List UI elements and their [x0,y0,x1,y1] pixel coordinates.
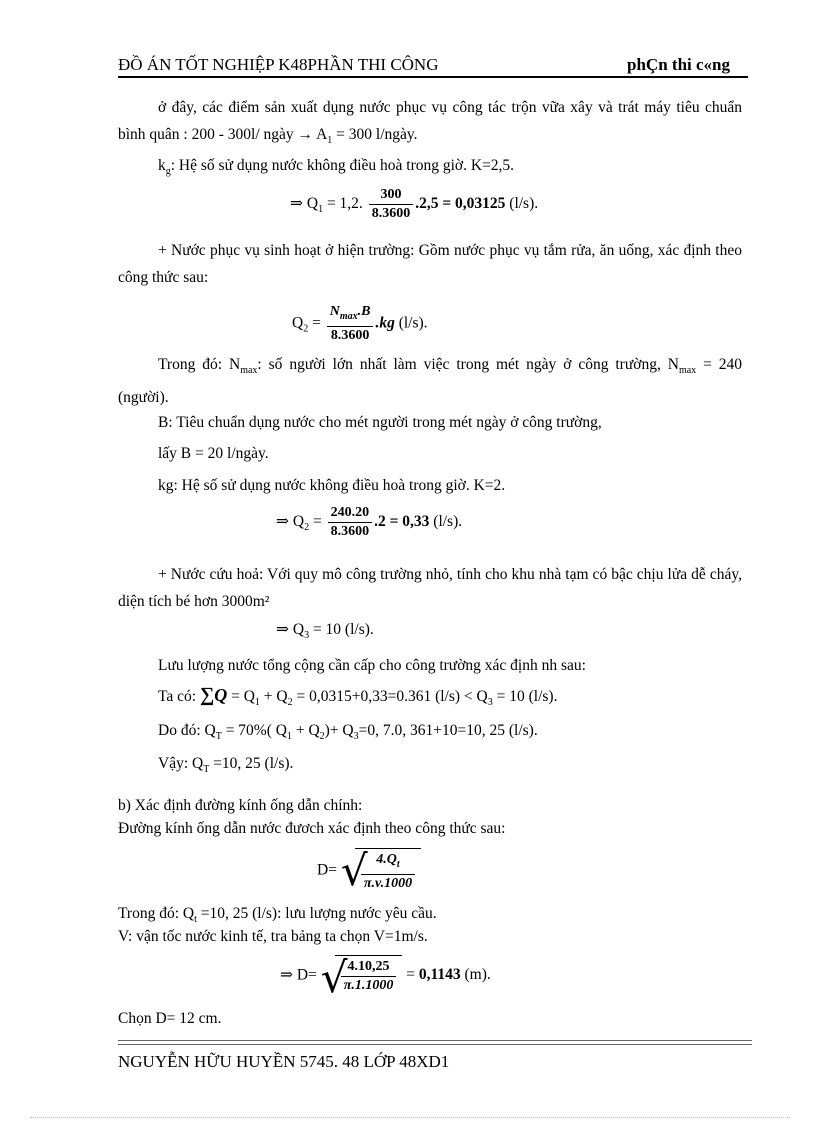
sqrt-symbol-2 [320,953,403,1002]
equation-q1 [290,186,538,223]
sum-s2: 2 [287,697,293,709]
eq5-den: π.v.1000 [363,875,413,891]
kg-text: : Hệ số sử dụng nước không điều hoà trong giờ. K=2,5. [170,157,515,174]
vay-sub: T [203,764,210,776]
kg-symbol: k [158,157,166,174]
eq2-fraction [327,303,374,345]
nmax-text-1: Trong đó: N [158,356,241,373]
header-title: ĐỒ ÁN TỐT NGHIỆP K48PHẦN THI CÔNG [118,55,439,74]
sum-q: Q [214,685,228,705]
eq2-num [327,303,374,327]
eq3-eq: = [309,513,326,531]
eq1-fraction [369,186,414,223]
qt-plus: + Q [291,722,320,739]
paragraph-nmax [118,351,742,411]
qt-mid2: )+ Q [324,722,354,739]
qt-pre: Do đó: Q [158,722,216,739]
eq3-sub: 2 [304,522,310,534]
footer-rule-2 [118,1044,752,1045]
paragraph-kg2: kg: Hệ số sử dụng nước không điều hoà trong giờ. K=2. [158,477,506,494]
qtdef-pre: Trong đó: Q [118,905,195,922]
a1-value: = 300 l/ngày. [332,126,418,143]
equation-vay [158,755,293,775]
eq2-tail: .kg [375,314,395,332]
eq2-eq: = [308,314,325,332]
eq1-unit: (l/s). [505,195,539,213]
eq6-eq: = [402,966,419,983]
kg-subscript: g [165,166,171,178]
eq6-fraction [341,958,397,995]
equation-sum [158,684,557,708]
sqrt-symbol [341,848,421,893]
a1-subscript: 1 [327,135,333,147]
nmax-text-2: : số người lớn nhất làm việc trong mét ngày ở công trường, N [257,356,679,373]
sum-pre: Ta có: [158,688,200,705]
sum-plus: + Q [259,688,288,705]
qt-sub: T [215,731,222,743]
eq2-den: 8.3600 [330,327,370,343]
sum-s3: 3 [487,697,493,709]
qt-s1: 1 [286,731,292,743]
eq6-unit: (m). [460,966,491,983]
equation-q2 [292,303,428,345]
header-rule [118,76,748,78]
footer-rule-1 [118,1040,752,1041]
eq3-lhs: ⇒ Q [276,513,305,531]
nmax-sub-1: max [240,365,258,377]
equation-q3 [276,620,374,641]
header-section: phÇn thi c«ng [627,55,730,74]
paragraph-v-def: V: vận tốc nước kinh tế, tra bảng ta chọn V=1m/s. [118,928,428,945]
vay-rest: =10, 25 (l/s). [209,755,294,772]
qt-s3: 3 [353,731,359,743]
eq2-num-sub: max [339,310,358,322]
eq6-num: 4.10,25 [341,958,397,977]
eq4-sub: 3 [304,630,310,642]
qtdef-sub: t [194,914,197,926]
eq1-lhs: ⇒ Q [290,195,319,213]
section-b-heading: b) Xác định đường kính ống dẫn chính: [118,797,363,814]
qtdef-rest: =10, 25 (l/s): lưu lượng nước yêu cầu. [196,905,437,922]
qt-mid: = 70%( Q [221,722,287,739]
qt-s2: 2 [319,731,325,743]
paragraph-cuu-hoa: + Nước cứu hoả: Với quy mô công trường nhỏ, tính cho khu nhà tạm có bậc chịu lửa dễ cháy, diện tích bé hơn 3000m² [118,566,742,610]
eq1-result: 0,03125 [455,195,506,213]
paragraph-sinh-hoat: + Nước phục vụ sinh hoạt ở hiện trường: Gồm nước phục vụ tắm rửa, ăn uống, xác định theo công thức sau: [118,242,742,286]
eq3-unit: (l/s). [429,513,463,531]
equation-q2-value [276,504,462,541]
eq1-sub: 1 [318,204,324,216]
sum-rest2: = 0,0315+0,33=0.361 (l/s) < Q [292,688,488,705]
eq2-unit: (l/s). [394,314,428,332]
eq3-tail: .2 = [374,513,403,531]
eq5-num-q: 4.Q [376,852,397,867]
page-bottom-dots [30,1117,790,1118]
paragraph-b: B: Tiêu chuẩn dụng nước cho mét người trong mét ngày ở công trường, [158,414,602,431]
vay-pre: Vậy: Q [158,755,204,772]
sum-rest3: = 10 (l/s). [492,688,558,705]
eq2-lhs: Q [292,314,304,332]
eq5-num [361,851,415,875]
eq2-sub: 2 [303,323,309,335]
eq5-lhs: D= [317,861,337,879]
eq4-rest: = 10 (l/s). [309,621,374,638]
eq4-lhs: ⇒ Q [276,621,305,638]
equation-qt [158,722,538,742]
sum-s1: 1 [254,697,260,709]
eq6-den: π.1.1000 [343,978,394,993]
eq2-num-n: N [329,304,340,319]
eq1-tail: .2,5 = [415,195,456,213]
eq5-num-sub: t [396,858,400,870]
eq1-num: 300 [369,186,414,205]
paragraph-intro [118,94,742,154]
paragraph-qt-def [118,905,437,925]
eq6-lhs: ⇒ D= [280,966,317,984]
footer-author: NGUYỄN HỮU HUYỀN 5745. 48 LỚP 48XD1 [118,1052,450,1071]
paragraph-chon-d: Chọn D= 12 cm. [118,1010,222,1027]
intro-text: ở đây, các điểm sản xuất dụng nước phục vụ công tác trộn vữa xây và trát máy tiêu chuẩn bình quân : 200 - 300l/ ngày [118,99,742,143]
eq3-result: 0,33 [402,513,430,531]
nmax-sub-2: max [678,365,697,377]
equation-d-value [280,953,491,1002]
nmax-text-3: = 240 (người). [118,356,742,407]
eq2-num-tail: .B [357,304,371,319]
radical-icon: √ [340,846,368,895]
paragraph-b-value: lấy B = 20 l/ngày. [158,445,269,462]
equation-d-formula [317,848,421,893]
eq3-fraction [328,504,373,541]
sum-rest: = Q [227,688,255,705]
eq1-den: 8.3600 [371,206,411,221]
paragraph-duong-kinh: Đường kính ống dẫn nước đươch xác định theo công thức sau: [118,820,506,837]
sigma-icon: ∑ [199,684,215,706]
radical-icon-2: √ [320,953,348,1002]
eq5-fraction [361,851,415,893]
arrow-icon: → [297,126,314,143]
paragraph-kg [158,152,742,185]
a1-symbol: A [316,126,328,143]
eq3-num: 240.20 [328,504,373,523]
paragraph-tong-cong: Lưu lượng nước tổng cộng cần cấp cho công trường xác định nh sau: [158,657,586,674]
eq6-result: 0,1143 [418,966,461,983]
qt-rest: =0, 7.0, 361+10=10, 25 (l/s). [358,722,538,739]
eq3-den: 8.3600 [330,524,370,539]
eq1-mid: = 1,2. [323,195,363,213]
